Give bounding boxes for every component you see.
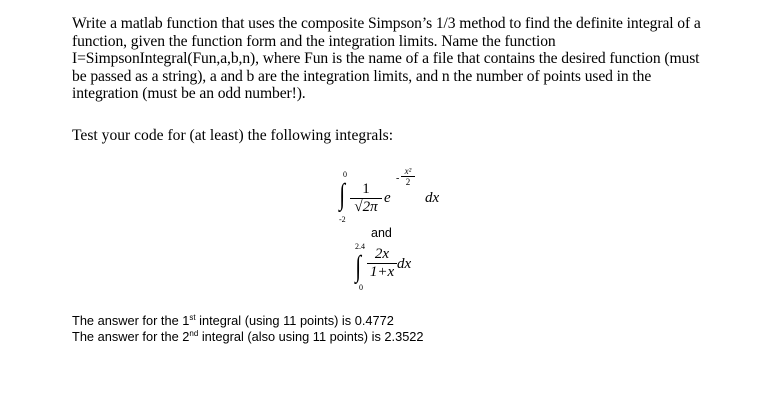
- integral-sign: ∫: [339, 178, 345, 211]
- answer-line-2: The answer for the 2nd integral (also using 11 points) is 2.3522: [72, 328, 424, 344]
- ordinal-suffix: st: [189, 313, 196, 322]
- integral-1-denominator: [350, 200, 382, 215]
- exponent-denominator: 2: [405, 177, 411, 187]
- answers-block: [72, 313, 424, 344]
- integral-1-numerator: 1: [362, 181, 370, 197]
- ordinal-suffix: nd: [189, 328, 199, 338]
- exp-minus: -: [396, 173, 400, 184]
- exp-base: e: [384, 190, 391, 206]
- problem-paragraph: Write a matlab function that uses the composite Simpson’s 1/3 method to find the definite integral of a function, given the function form and the integration limits. Name the function I=SimpsonIntegral(Fun,a,b,n), where Fun is the name of a file that contains the desired function (must be passed as a string), a and b are the integration limits, and n the number of points used in the integration (must be an odd number!).: [72, 15, 701, 103]
- connector-text: and: [371, 226, 392, 240]
- integral-2-upper-limit: 2.4: [355, 242, 365, 251]
- integral-2-differential: dx: [397, 256, 412, 272]
- answer-line-1: The answer for the 1st integral (using 11 points) is 0.4772: [72, 313, 394, 328]
- test-instruction: Test your code for (at least) the following integrals:: [72, 127, 394, 144]
- integral-2-denominator: 1+x: [369, 264, 395, 280]
- integral-1-upper-limit: 0: [343, 170, 347, 179]
- integral-2-fraction: [367, 247, 397, 280]
- integral-1-lower-limit: -2: [339, 215, 346, 224]
- exponent-numerator: x²: [404, 166, 412, 176]
- sqrt-symbol: √: [354, 199, 363, 215]
- integral-sign: ∫: [355, 250, 361, 283]
- integral-1-fraction: [350, 182, 382, 215]
- sqrt-body: 2π: [362, 199, 378, 215]
- exponent-fraction: [401, 166, 415, 187]
- integral-2-numerator: 2x: [374, 246, 390, 262]
- integral-2-lower-limit: 0: [359, 283, 363, 292]
- integral-1-differential: dx: [425, 190, 440, 206]
